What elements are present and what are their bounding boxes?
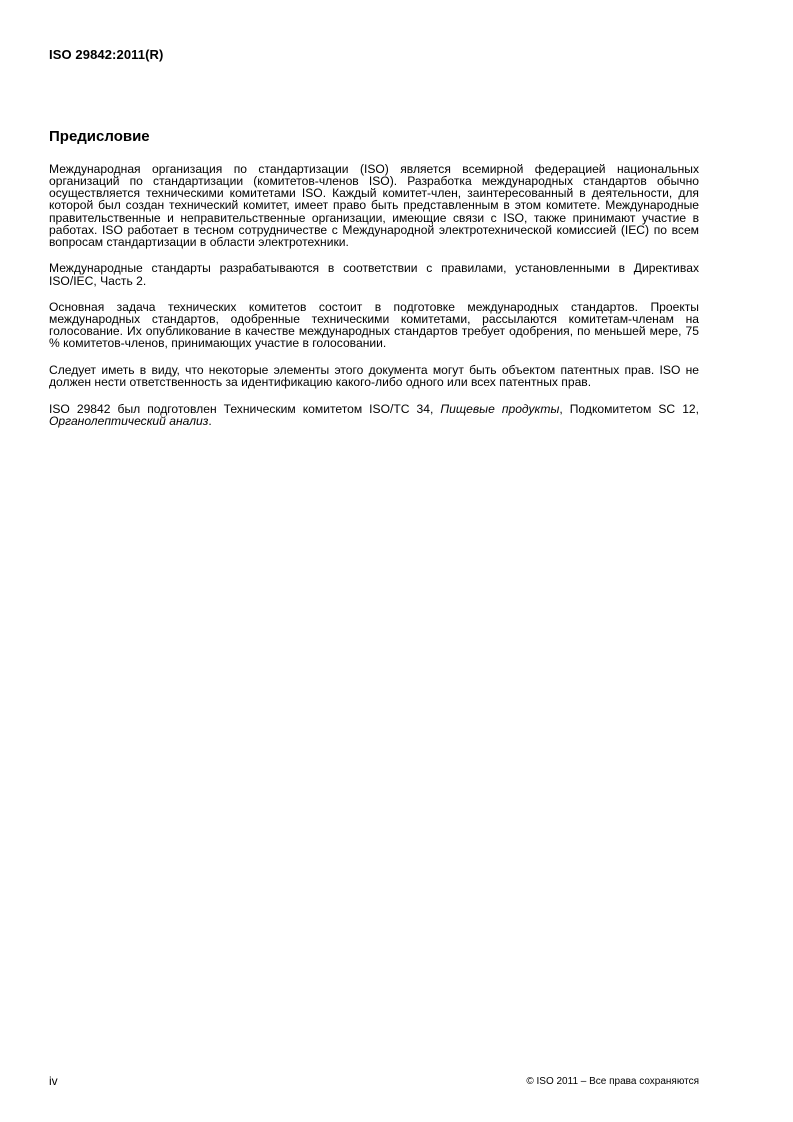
subcommittee-title: Органолептический анализ	[49, 413, 209, 428]
paragraph: Следует иметь в виду, что некоторые элементы этого документа могут быть объектом патентных прав. ISO не должен нести ответственность за идентификацию какого-либо одного или всех патентных прав.	[49, 362, 699, 390]
foreword-body	[49, 163, 699, 441]
text-segment: ISO 29842 был подготовлен Техническим комитетом ISO/TC 34,	[49, 401, 441, 416]
text-segment: .	[208, 413, 212, 428]
paragraph: Основная задача технических комитетов состоит в подготовке международных стандартов. Проекты международных стандартов, одобренные техническими комитетами, рассылаются комитетам-членам на голосование. Их опубликование в качестве международных стандартов требует одобрения, по меньшей мере, 75 % комитетов-членов, принимающих участие в голосовании.	[49, 300, 699, 351]
paragraph-prepared-by	[49, 403, 699, 427]
paragraph: Международная организация по стандартизации (ISO) является всемирной федерацией национальных организаций по стандартизации (комитетов-членов ISO). Разработка международных стандартов обычно осуществляется техническими комитетами ISO. Каждый комитет-член, заинтересованный в деятельности, для которой был создан технический комитет, имеет право быть представленным в этом комитете. Международные правительственные и неправительственные организации, имеющие связи с ISO, также принимают участие в работах. ISO работает в тесном сотрудничестве с Международной электротехнической комиссией (IEC) по всем вопросам стандартизации в области электротехники.	[49, 162, 699, 249]
document-id: ISO 29842:2011(R)	[49, 47, 164, 62]
section-title: Предисловие	[49, 128, 150, 145]
copyright-notice: © ISO 2011 – Все права сохраняются	[526, 1076, 699, 1087]
text-segment: , Подкомитетом SC 12,	[559, 401, 700, 416]
paragraph: Международные стандарты разрабатываются в соответствии с правилами, установленными в Директивах ISO/IEC, Часть 2.	[49, 261, 699, 288]
committee-title: Пищевые продукты	[440, 401, 560, 416]
page-number: iv	[49, 1074, 58, 1088]
